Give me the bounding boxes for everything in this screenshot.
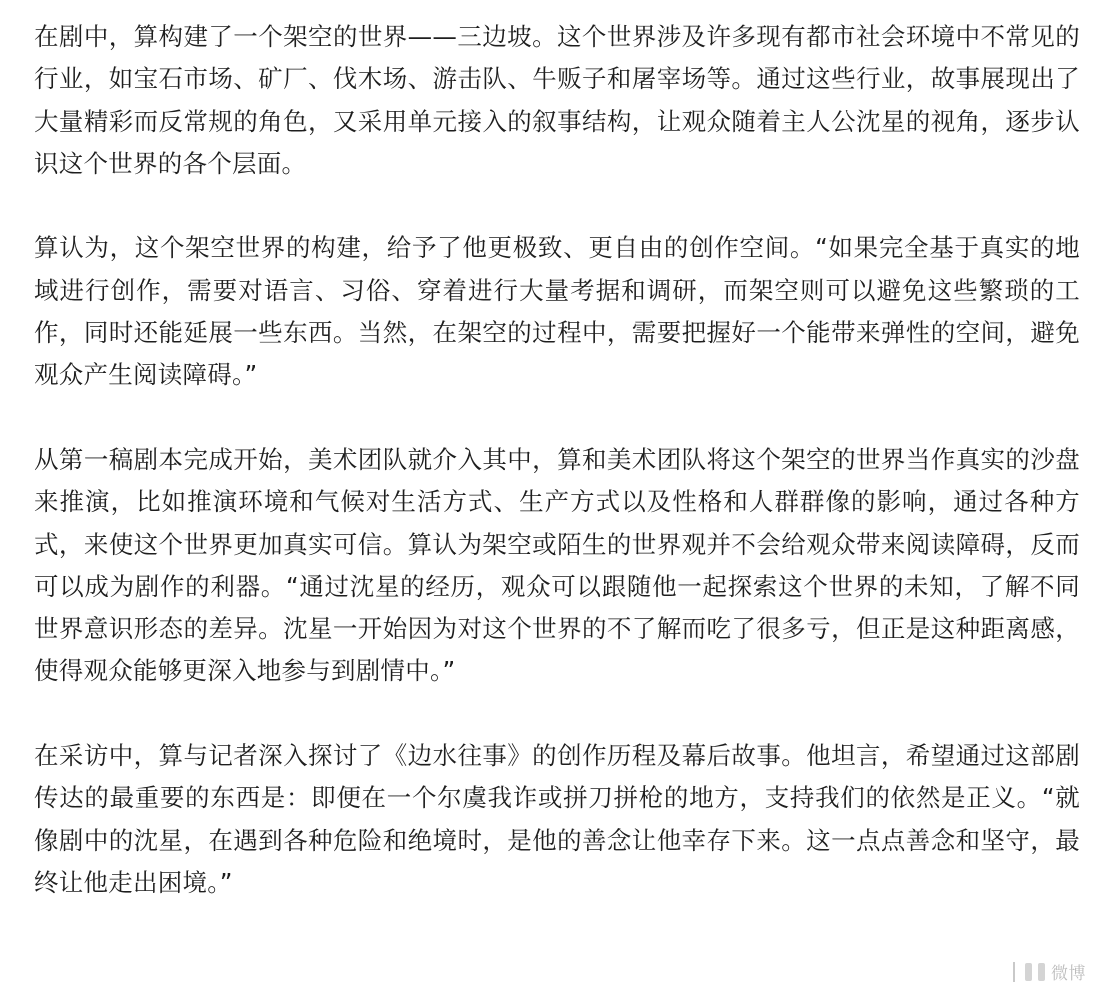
weibo-watermark-icon (1038, 963, 1045, 981)
weibo-watermark-icon (1025, 963, 1032, 981)
article-body (34, 16, 1080, 947)
paragraph-1: 在剧中，算构建了一个架空的世界——三边坡。这个世界涉及许多现有都市社会环境中不常见的行业，如宝石市场、矿厂、伐木场、游击队、牛贩子和屠宰场等。通过这些行业，故事展现出了大量精彩而反常规的角色，又采用单元接入的叙事结构，让观众随着主人公沈星的视角，逐步认识这个世界的各个层面。 (34, 22, 1080, 178)
watermark-text: 微博 (1051, 964, 1086, 984)
weibo-watermark (1013, 957, 1086, 986)
paragraph-3: 从第一稿剧本完成开始，美术团队就介入其中，算和美术团队将这个架空的世界当作真实的沙盘来推演，比如推演环境和气候对生活方式、生产方式以及性格和人群群像的影响，通过各种方式，来使这个世界更加真实可信。算认为架空或陌生的世界观并不会给观众带来阅读障碍，反而可以成为剧作的利器。“通过沈星的经历，观众可以跟随他一起探索这个世界的未知，了解不同世界意识形态的差异。沈星一开始因为对这个世界的不了解而吃了很多亏，但正是这种距离感，使得观众能够更深入地参与到剧情中。” (34, 444, 1080, 686)
watermark-divider (1013, 962, 1015, 982)
paragraph-2: 算认为，这个架空世界的构建，给予了他更极致、更自由的创作空间。“如果完全基于真实的地域进行创作，需要对语言、习俗、穿着进行大量考据和调研，而架空则可以避免这些繁琐的工作，同时还能延展一些东西。当然，在架空的过程中，需要把握好一个能带来弹性的空间，避免观众产生阅读障碍。” (34, 233, 1080, 390)
paragraph-4: 在采访中，算与记者深入探讨了《边水往事》的创作历程及幕后故事。他坦言，希望通过这部剧传达的最重要的东西是：即便在一个尔虞我诈或拼刀拼枪的地方，支持我们的依然是正义。“就像剧中的沈星，在遇到各种危险和绝境时，是他的善念让他幸存下来。这一点点善念和坚守，最终让他走出困境。” (34, 741, 1080, 897)
